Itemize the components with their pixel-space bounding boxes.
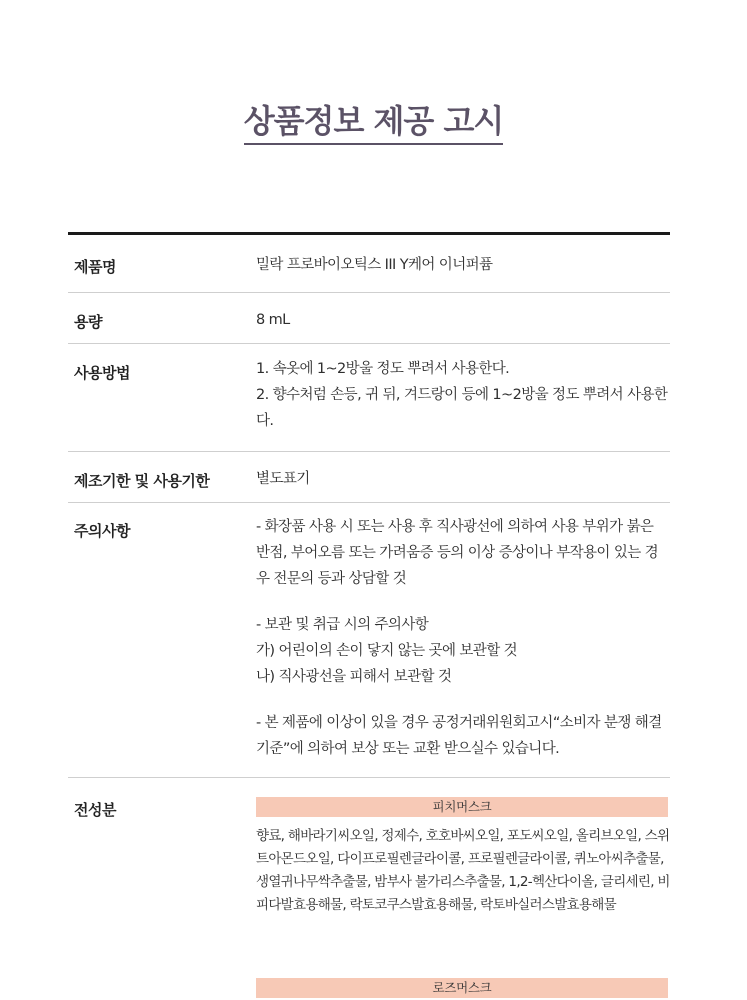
- row-caution: [68, 502, 670, 779]
- caution-storage-item-a: 가) 어린이의 손이 닿지 않는 곳에 보관할 것: [256, 643, 518, 659]
- caution-storage-heading: - 보관 및 취급 시의 주의사항: [256, 617, 429, 633]
- usage-line-2: 2. 향수처럼 손등, 귀 뒤, 겨드랑이 등에 1~2방울 정도 뿌려서 사용한다.: [256, 387, 668, 429]
- row-expiry: [68, 451, 670, 503]
- caution-paragraph-3: - 본 제품에 이상이 있을 경우 공정거래위원회고시“소비자 분쟁 해결기준”에 의하여 보상 또는 교환 받으실수 있습니다.: [256, 715, 662, 757]
- value-caution: [256, 514, 670, 762]
- usage-line-1: 1. 속옷에 1~2방울 정도 뿌려서 사용한다.: [256, 361, 510, 377]
- label-expiry: 제조기한 및 사용기한: [74, 472, 210, 490]
- ingredient-list-text: 향료, 해바라기씨오일, 정제수, 호호바씨오일, 포도씨오일, 올리브오일, 스위트아몬드오일, 다이프로필렌글라이콜, 프로필렌글라이콜, 퀴노아씨추출물, 생열귀나무싹추출물, 밤부사 불가리스추출물, 1,2-헥산다이올, 글리세린, 비피다발효용해물, 락토코쿠스발효용해물, 락토바실러스발효용해물: [256, 828, 670, 913]
- label-usage: 사용방법: [74, 364, 130, 382]
- page-title: 상품정보 제공 고시: [0, 96, 747, 142]
- value-product-name: 밀락 프로바이오틱스 III Y케어 이너퍼퓸: [256, 257, 493, 273]
- row-usage: [68, 344, 670, 452]
- value-usage: [256, 356, 670, 434]
- paragraph-gap: [256, 690, 670, 710]
- caution-storage-item-b: 나) 직사광선을 피해서 보관할 것: [256, 669, 452, 685]
- row-volume: [68, 293, 670, 345]
- label-caution: 주의사항: [74, 522, 130, 540]
- paragraph-gap: [256, 592, 670, 612]
- value-expiry: 별도표기: [256, 471, 310, 487]
- row-product-name: [68, 235, 670, 293]
- value-volume: 8 mL: [256, 312, 290, 328]
- row-ingredients: [68, 777, 670, 1000]
- caution-paragraph-1: - 화장품 사용 시 또는 사용 후 직사광선에 의하여 사용 부위가 붉은 반점, 부어오름 또는 가려움증 등의 이상 증상이나 부작용이 있는 경우 전문의 등과 상담할 것: [256, 519, 659, 587]
- label-volume: 용량: [74, 313, 102, 331]
- ingredient-variant-header: 로즈머스크: [256, 978, 668, 998]
- label-product-name: 제품명: [74, 258, 116, 276]
- ingredient-variant-header: 피치머스크: [256, 797, 668, 817]
- label-ingredients: 전성분: [74, 801, 116, 819]
